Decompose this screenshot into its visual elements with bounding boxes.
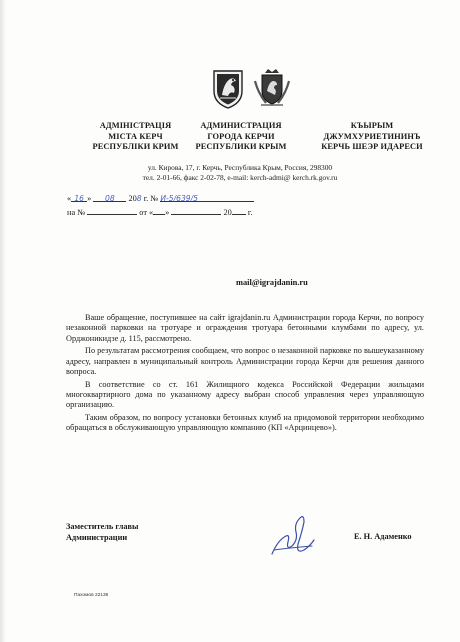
day-value: 16 [74, 194, 84, 203]
handwritten-signature [268, 510, 320, 566]
signatory-name: Е. Н. Адаменко [354, 532, 412, 541]
ref-close: » [165, 208, 170, 217]
ref-year: 20 [223, 208, 232, 217]
contact-address: ул. Кирова, 17, г. Керчь, Республика Крым, Россия, 298300 [147, 163, 333, 172]
close-quote: » [87, 194, 92, 203]
recipient-email: mail@igrajdanin.ru [236, 278, 308, 287]
day-field [71, 194, 87, 202]
registration-number: И-5/639/5 [160, 194, 199, 203]
ref-year-field [232, 207, 246, 215]
header-crimean-tatar: КЪЫРЫМ ДЖУМХУРИЕТИНИНЪ КЕРЧЬ ШЕЭР ИДАРЕСИ [321, 121, 423, 151]
body-paragraph-3: В соответствие со ст. 161 Жилищного кодекса Российской Федерации жильцами многоквартирного дома по указанному адресу выбран способ управления через управляющую организацию. [66, 379, 424, 410]
header-russian: АДМИНИСТРАЦИЯ ГОРОДА КЕРЧИ РЕСПУБЛИКИ КРЫМ [195, 121, 287, 151]
body-paragraph-4: Таким образом, по вопросу установки бетонных клумб на придомовой территории необходимо обращаться в обслуживающую управляющую компанию (КП «Арцинцево»). [66, 413, 424, 433]
contact-phone-email: тел. 2-01-66, факс 2-02-78, e-mail: kerch-admi@ kerch.rk.gov.ru [142, 173, 338, 182]
header-ukrainian: АДМІНІСТРАЦІЯ МІСТА КЕРЧ РЕСПУБЛІКИ КРИМ [92, 121, 179, 151]
ref-prefix: на № [67, 208, 86, 217]
year-prefix: 20 [128, 194, 137, 203]
year-unit: г. № [143, 194, 159, 203]
kerch-coat-of-arms-icon [210, 67, 246, 109]
ref-day-field [153, 207, 165, 215]
body-paragraph-1: Ваше обращение, поступившее на сайт igrajdanin.ru Администрации города Керчи, по вопросу незаконной парковки на тротуаре и ограждения тротуара бетонными клумбами по адресу, ул. Орджоникидзе д. 115, рассмотрено. [66, 313, 424, 343]
number-field [160, 194, 254, 202]
year-suffix: 8 [136, 194, 142, 203]
month-value: 08 [105, 194, 115, 203]
body-paragraph-2: По результатам рассмотрения сообщаем, что вопрос о незаконной парковке по вышеуказанному адресу, направлен в муниципальный контроль Администрации города Керчи для решения данного вопроса. [66, 346, 424, 376]
open-quote: « [67, 194, 72, 203]
registration-line [67, 194, 254, 204]
letter-body [66, 313, 424, 436]
executor-note: Пахомов 22136 [74, 593, 109, 598]
scan-edge-shadow [0, 0, 6, 642]
ref-number-field [87, 207, 137, 215]
reference-line [67, 207, 252, 218]
month-field [93, 194, 126, 202]
crimea-coat-of-arms-icon [253, 67, 291, 109]
ref-from: от « [139, 208, 154, 217]
ref-month-field [171, 207, 221, 215]
signatory-title: Заместитель главы Администрации [66, 522, 139, 542]
ref-year-unit: г. [247, 208, 253, 217]
